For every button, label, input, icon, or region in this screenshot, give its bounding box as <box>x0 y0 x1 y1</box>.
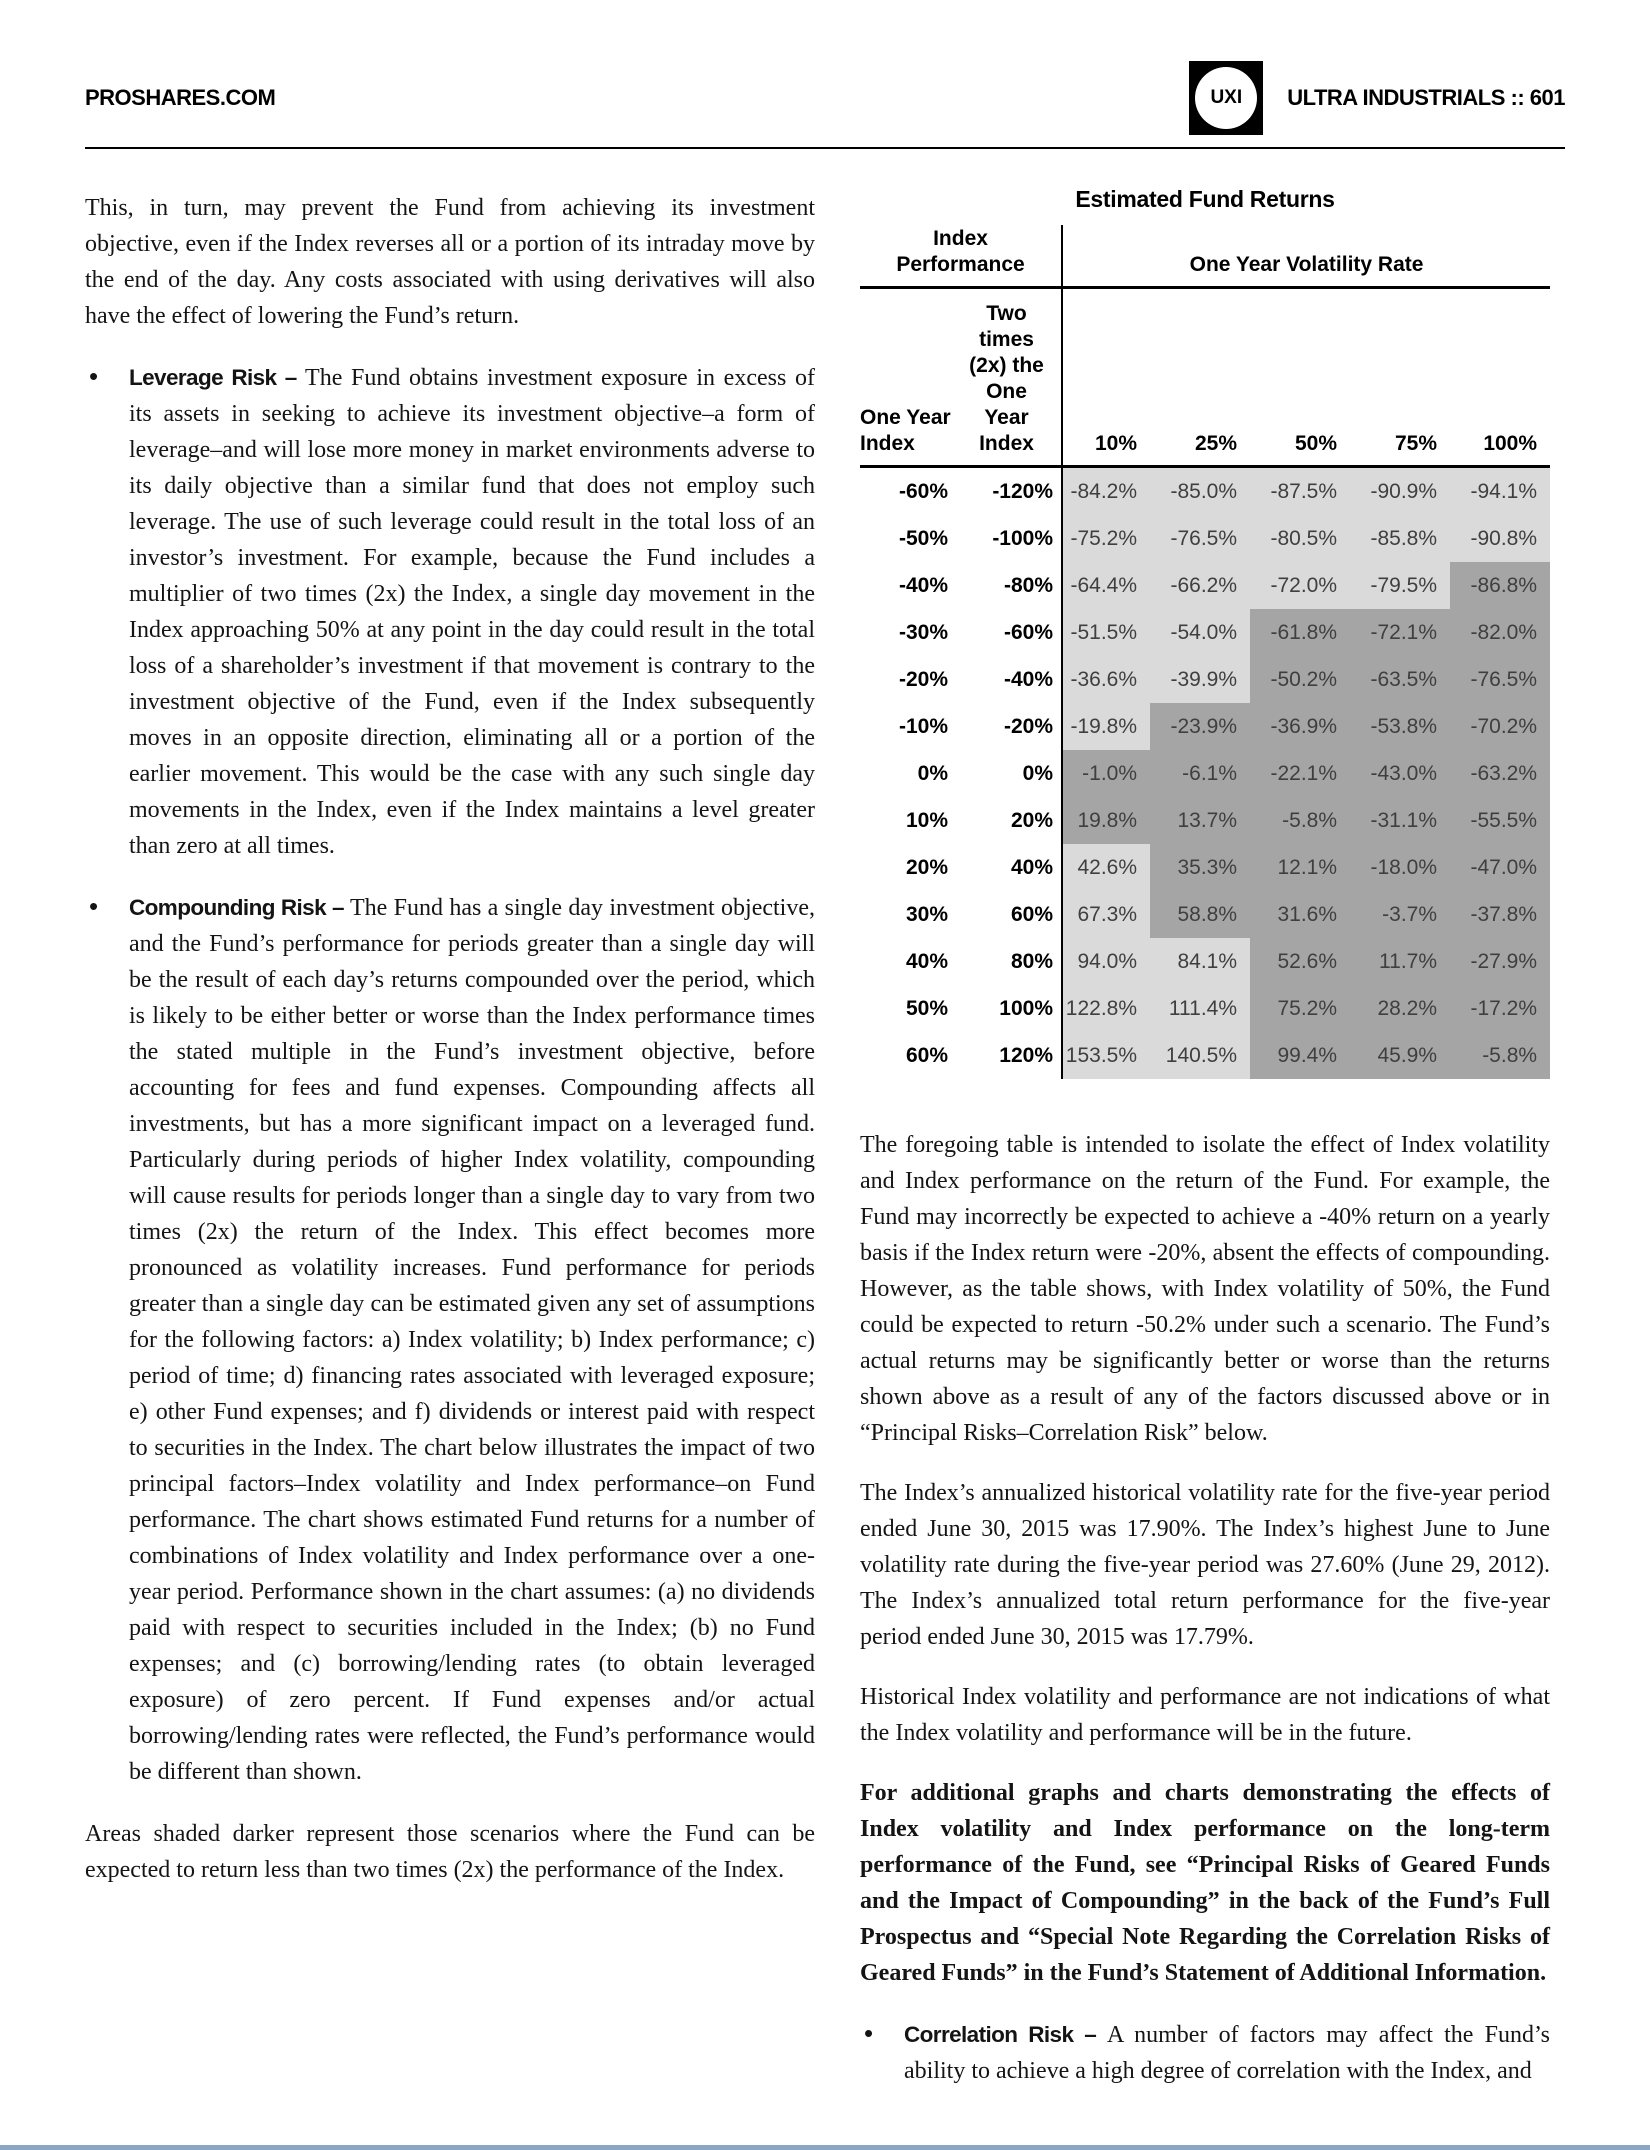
historical-disclaimer-paragraph: Historical Index volatility and performance are not indications of what the Index volatility and performance will be in the future. <box>860 1684 1550 1746</box>
cell-return-value: -76.5% <box>1450 656 1550 703</box>
cell-return-value: -43.0% <box>1350 750 1450 797</box>
cell-return-value: -18.0% <box>1350 844 1450 891</box>
cell-return-value: -23.9% <box>1150 703 1250 750</box>
cell-return-value: -61.8% <box>1250 609 1350 656</box>
cell-return-value: 35.3% <box>1150 844 1250 891</box>
cell-return-value: 11.7% <box>1350 938 1450 985</box>
table-title: Estimated Fund Returns <box>1075 186 1335 212</box>
cell-return-value: -50.2% <box>1250 656 1350 703</box>
correlation-risk-text: A number of factors may affect the Fund’s ability to achieve a high degree of correlation with the Index, and <box>904 2022 1550 2084</box>
cell-two-times-index: 60% <box>952 891 1062 938</box>
viewport-bottom-edge <box>0 2145 1650 2150</box>
site-url: PROSHARES.COM <box>85 85 276 110</box>
correlation-risk-bullet <box>860 2017 1550 2089</box>
cell-return-value: 45.9% <box>1350 1032 1450 1079</box>
table-row <box>860 703 1550 750</box>
volatility-group-header: One Year Volatility Rate <box>1062 225 1550 288</box>
cell-return-value: -70.2% <box>1450 703 1550 750</box>
fund-name: ULTRA INDUSTRIALS <box>1287 85 1505 110</box>
cell-return-value: 12.1% <box>1250 844 1350 891</box>
cell-one-year-index: 60% <box>860 1032 952 1079</box>
cell-return-value: 84.1% <box>1150 938 1250 985</box>
cell-return-value: -5.8% <box>1450 1032 1550 1079</box>
foregoing-table-paragraph: The foregoing table is intended to isolate the effect of Index volatility and Index performance on the return of the Fund. For example, the Fund may incorrectly be expected to achieve a -40% return on a yearly basis if the Index return were -20%, absent the effects of compounding. However, as the table shows, with Index volatility of 50%, the Fund could be expected to return -50.2% under such a scenario. The Fund’s actual returns may be significantly better or worse than the returns shown above as a result of any of the factors discussed above or in “Principal Risks–Correlation Risk” below. <box>860 1132 1550 1446</box>
cell-one-year-index: 0% <box>860 750 952 797</box>
vol-header-10: 10% <box>1062 288 1150 467</box>
right-column <box>860 186 1550 2113</box>
page-header <box>85 58 1565 138</box>
cell-return-value: -47.0% <box>1450 844 1550 891</box>
table-row <box>860 797 1550 844</box>
cell-return-value: 111.4% <box>1150 985 1250 1032</box>
cell-two-times-index: 0% <box>952 750 1062 797</box>
cell-return-value: 28.2% <box>1350 985 1450 1032</box>
cell-return-value: -79.5% <box>1350 562 1450 609</box>
cell-return-value: -37.8% <box>1450 891 1550 938</box>
cell-return-value: -80.5% <box>1250 515 1350 562</box>
cell-return-value: -51.5% <box>1062 609 1150 656</box>
vol-header-50: 50% <box>1250 288 1350 467</box>
two-times-index-header <box>952 288 1062 467</box>
cell-one-year-index: 20% <box>860 844 952 891</box>
left-column <box>85 190 815 1912</box>
cell-two-times-index: -100% <box>952 515 1062 562</box>
cell-return-value: -86.8% <box>1450 562 1550 609</box>
cell-one-year-index: -50% <box>860 515 952 562</box>
cell-return-value: 140.5% <box>1150 1032 1250 1079</box>
cell-return-value: -22.1% <box>1250 750 1350 797</box>
cell-return-value: -27.9% <box>1450 938 1550 985</box>
fund-title <box>1287 85 1565 111</box>
intro-paragraph: This, in turn, may prevent the Fund from achieving its investment objective, even if the Index reverses all or a portion of its intraday move by the end of the day. Any costs associated with using derivatives will also have the effect of lowering the Fund’s return. <box>85 195 815 329</box>
vol-header-75: 75% <box>1350 288 1450 467</box>
two-times-index-header-text: Two times (2x) the One Year Index <box>969 302 1044 455</box>
ticker-logo-circle <box>1195 67 1257 129</box>
table-row <box>860 750 1550 797</box>
compounding-risk-label: Compounding Risk – <box>129 895 350 920</box>
group-left-line2: Performance <box>896 253 1025 276</box>
table-row <box>860 609 1550 656</box>
cell-return-value: 52.6% <box>1250 938 1350 985</box>
compounding-risk-text: The Fund has a single day investment objective, and the Fund’s performance for periods greater than a single day will be the result of each day’s returns compounded over the period, which is likely to be either better or worse than the Index performance times the stated multiple in the Fund’s investment objective, before accounting for fees and fund expenses. Compounding affects all investments, but has a more significant impact on a leveraged fund. Particularly during periods of higher Index volatility, compounding will cause results for periods longer than a single day to vary from two times (2x) the return of the Index. This effect becomes more pronounced as volatility increases. Fund performance for periods greater than a single day can be estimated given any set of assumptions for the following factors: a) Index volatility; b) Index performance; c) period of time; d) financing rates associated with leveraged exposure; e) other Fund expenses; and f) dividends or interest paid with respect to securities in the Index. The chart below illustrates the impact of two principal factors–Index volatility and Index performance–on Fund performance. The chart shows estimated Fund returns for a number of combinations of Index volatility and Index performance over a one-year period. Performance shown in the chart assumes: (a) no dividends paid with respect to securities included in the Index; (b) no Fund expenses; and (c) borrowing/lending rates (to obtain leveraged exposure) of zero percent. If Fund expenses and/or actual borrowing/lending rates were reflected, the Fund’s performance would be different than shown. <box>129 895 816 1785</box>
cell-return-value: -87.5% <box>1250 467 1350 516</box>
cell-return-value: -94.1% <box>1450 467 1550 516</box>
additional-graphs-paragraph: For additional graphs and charts demonstrating the effects of Index volatility and Index performance on the long-term performance of the Fund, see “Principal Risks of Geared Funds and the Impact of Compounding” in the back of the Fund’s Full Prospectus and “Special Note Regarding the Correlation Risks of Geared Funds” in the Fund’s Statement of Additional Information. <box>860 1780 1550 1986</box>
cell-return-value: 122.8% <box>1062 985 1150 1032</box>
cell-return-value: 153.5% <box>1062 1032 1150 1079</box>
cell-return-value: -66.2% <box>1150 562 1250 609</box>
cell-return-value: -63.2% <box>1450 750 1550 797</box>
cell-one-year-index: -10% <box>860 703 952 750</box>
table-row <box>860 891 1550 938</box>
bullet-icon: • <box>89 891 99 921</box>
cell-return-value: -53.8% <box>1350 703 1450 750</box>
cell-return-value: 58.8% <box>1150 891 1250 938</box>
cell-one-year-index: -60% <box>860 467 952 516</box>
group-header-row <box>860 225 1550 288</box>
cell-return-value: -1.0% <box>1062 750 1150 797</box>
bullet-icon: • <box>864 2018 874 2048</box>
cell-return-value: -19.8% <box>1062 703 1150 750</box>
one-year-index-header <box>860 288 952 467</box>
cell-two-times-index: 80% <box>952 938 1062 985</box>
cell-return-value: -55.5% <box>1450 797 1550 844</box>
cell-one-year-index: -40% <box>860 562 952 609</box>
cell-return-value: -64.4% <box>1062 562 1150 609</box>
table-row <box>860 938 1550 985</box>
cell-return-value: -36.6% <box>1062 656 1150 703</box>
cell-return-value: -5.8% <box>1250 797 1350 844</box>
table-row <box>860 515 1550 562</box>
page-number: 601 <box>1529 85 1565 110</box>
cell-return-value: 94.0% <box>1062 938 1150 985</box>
cell-one-year-index: 50% <box>860 985 952 1032</box>
vol-header-25: 25% <box>1150 288 1250 467</box>
bullet-icon: • <box>89 361 99 391</box>
cell-return-value: -75.2% <box>1062 515 1150 562</box>
cell-return-value: 13.7% <box>1150 797 1250 844</box>
cell-two-times-index: 20% <box>952 797 1062 844</box>
cell-return-value: -39.9% <box>1150 656 1250 703</box>
cell-one-year-index: 10% <box>860 797 952 844</box>
sub-header-row <box>860 288 1550 467</box>
cell-return-value: -76.5% <box>1150 515 1250 562</box>
cell-two-times-index: -80% <box>952 562 1062 609</box>
title-separator: :: <box>1510 85 1525 110</box>
correlation-risk-label: Correlation Risk – <box>904 2022 1107 2047</box>
volatility-history-paragraph: The Index’s annualized historical volatility rate for the five-year period ended June 30, 2015 was 17.90%. The Index’s highest June to June volatility rate during the five-year period was 27.60% (June 29, 2012). The Index’s annualized total return performance for the five-year period ended June 30, 2015 was 17.79%. <box>860 1480 1550 1650</box>
header-rule <box>85 147 1565 149</box>
vol-header-100: 100% <box>1450 288 1550 467</box>
leverage-risk-label: Leverage Risk – <box>129 365 306 390</box>
cell-return-value: -72.1% <box>1350 609 1450 656</box>
table-row <box>860 985 1550 1032</box>
cell-return-value: -90.8% <box>1450 515 1550 562</box>
cell-two-times-index: 120% <box>952 1032 1062 1079</box>
cell-two-times-index: -20% <box>952 703 1062 750</box>
cell-return-value: -85.0% <box>1150 467 1250 516</box>
cell-return-value: -36.9% <box>1250 703 1350 750</box>
cell-two-times-index: 40% <box>952 844 1062 891</box>
cell-two-times-index: -120% <box>952 467 1062 516</box>
cell-return-value: -82.0% <box>1450 609 1550 656</box>
group-left-line1: Index <box>933 227 988 250</box>
cell-return-value: 75.2% <box>1250 985 1350 1032</box>
cell-two-times-index: 100% <box>952 985 1062 1032</box>
cell-return-value: -54.0% <box>1150 609 1250 656</box>
cell-one-year-index: 30% <box>860 891 952 938</box>
cell-return-value: -63.5% <box>1350 656 1450 703</box>
one-year-index-header-text: One Year Index <box>860 406 951 455</box>
cell-return-value: 99.4% <box>1250 1032 1350 1079</box>
cell-one-year-index: 40% <box>860 938 952 985</box>
cell-return-value: -85.8% <box>1350 515 1450 562</box>
cell-return-value: -3.7% <box>1350 891 1450 938</box>
cell-return-value: -31.1% <box>1350 797 1450 844</box>
shading-note-paragraph: Areas shaded darker represent those scenarios where the Fund can be expected to return less than two times (2x) the performance of the Index. <box>85 1821 815 1883</box>
header-right-cluster <box>1189 61 1565 135</box>
table-row <box>860 562 1550 609</box>
cell-return-value: -6.1% <box>1150 750 1250 797</box>
index-performance-group-header <box>860 225 1062 288</box>
returns-table-body <box>860 467 1550 1080</box>
table-row <box>860 467 1550 516</box>
cell-return-value: 19.8% <box>1062 797 1150 844</box>
compounding-risk-bullet <box>85 890 815 1790</box>
ticker-logo <box>1189 61 1263 135</box>
cell-return-value: 31.6% <box>1250 891 1350 938</box>
cell-one-year-index: -20% <box>860 656 952 703</box>
cell-return-value: 67.3% <box>1062 891 1150 938</box>
cell-return-value: -90.9% <box>1350 467 1450 516</box>
estimated-fund-returns-table <box>860 225 1550 1079</box>
leverage-risk-text: The Fund obtains investment exposure in excess of its assets in seeking to achieve its investment objective–a form of leverage–and will lose more money in market environments adverse to its daily objective than a similar fund that does not employ such leverage. The use of such leverage could result in the total loss of an investor’s investment. For example, because the Fund includes a multiplier of two times (2x) the Index, a single day movement in the Index approaching 50% at any point in the day could result in the total loss of a shareholder’s investment if that movement is contrary to the investment objective of the Fund, even if the Index subsequently moves in an opposite direction, eliminating all or a portion of the earlier movement. This would be the case with any such single day movements in the Index, even if the Index maintains a level greater than zero at all times. <box>129 365 815 859</box>
table-row <box>860 844 1550 891</box>
leverage-risk-bullet <box>85 360 815 864</box>
cell-return-value: -72.0% <box>1250 562 1350 609</box>
cell-one-year-index: -30% <box>860 609 952 656</box>
cell-return-value: 42.6% <box>1062 844 1150 891</box>
cell-two-times-index: -60% <box>952 609 1062 656</box>
table-row <box>860 656 1550 703</box>
cell-return-value: -84.2% <box>1062 467 1150 516</box>
table-row <box>860 1032 1550 1079</box>
cell-two-times-index: -40% <box>952 656 1062 703</box>
ticker-symbol: UXI <box>1210 87 1243 108</box>
cell-return-value: -17.2% <box>1450 985 1550 1032</box>
